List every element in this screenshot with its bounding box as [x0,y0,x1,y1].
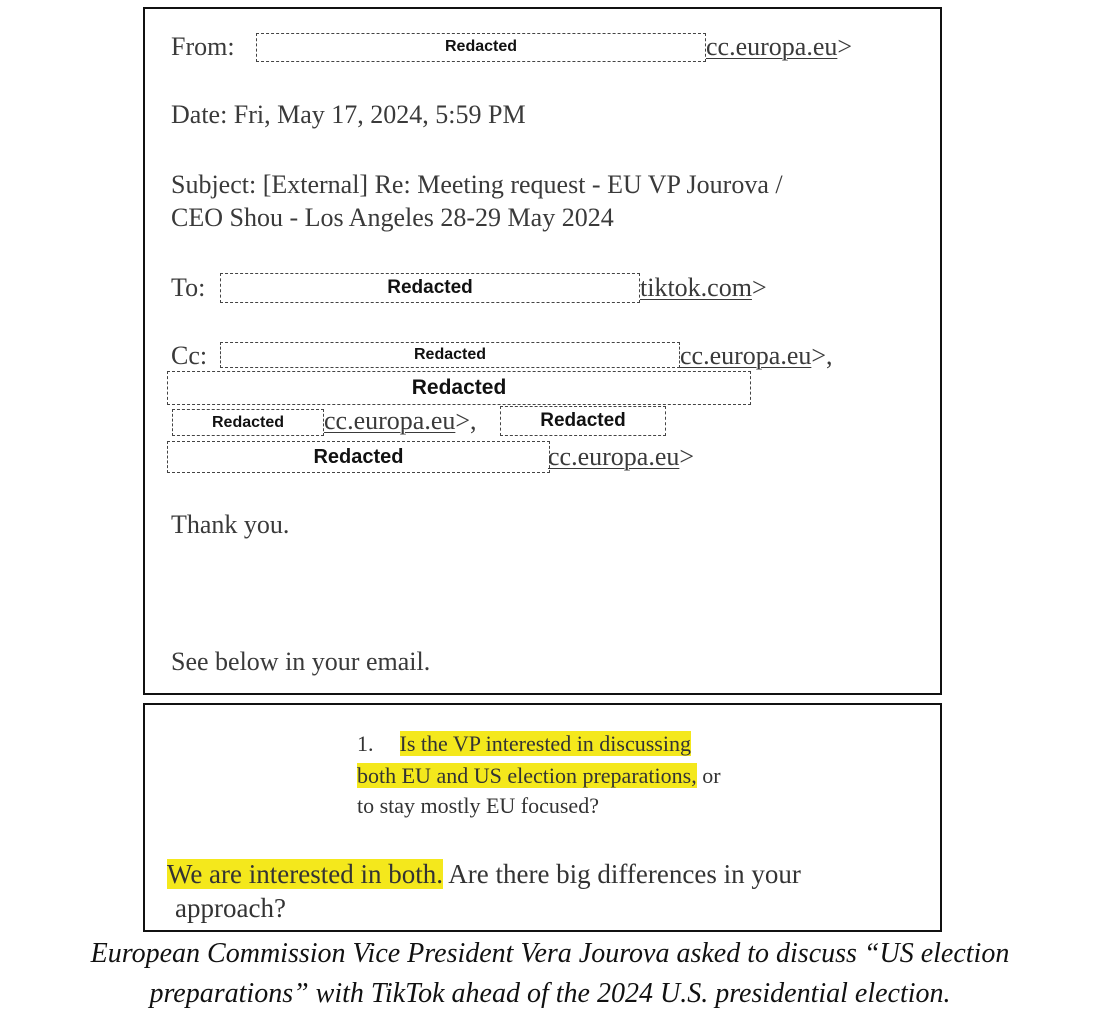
subject-line-1: Subject: [External] Re: Meeting request - EU VP Jourova / [171,170,783,199]
to-address[interactable] [640,272,767,304]
from-suffix: > [837,32,853,61]
cc-redacted-box-4: Redacted [500,406,666,436]
body-thanks: Thank you. [171,510,290,539]
question-highlight-1: Is the VP interested in discussing [399,731,691,756]
caption-line-1: European Commission Vice President Vera Jourova asked to discuss “US election [90,938,1010,969]
subject-line-2: CEO Shou - Los Angeles 28-29 May 2024 [171,203,614,232]
cc-address-1[interactable] [680,340,833,372]
cc-domain-1[interactable]: cc.europa.eu [680,341,812,370]
cc-suffix-5: > [679,442,695,471]
from-label: From: [171,32,235,61]
cc-address-5[interactable] [548,441,694,473]
question-line-3: to stay mostly EU focused? [357,793,599,818]
question-line-1 [357,729,691,759]
to-label: To: [171,273,206,302]
from-redacted-box: Redacted [256,33,706,62]
cc-redacted-box-1: Redacted [220,342,680,368]
cc-address-3[interactable] [324,405,477,437]
cc-redacted-box-3: Redacted [172,409,324,436]
cc-redacted-box-5: Redacted [167,441,550,473]
cc-suffix-1: >, [811,341,833,370]
question-number: 1. [357,731,374,756]
question-highlight-2: both EU and US election preparations, [357,763,697,788]
to-redacted-box: Redacted [220,273,640,303]
caption [0,934,1100,1014]
to-domain[interactable]: tiktok.com [640,273,752,302]
body-see-below: See below in your email. [171,647,431,676]
question-rest-2: or [696,763,721,788]
from-address[interactable] [706,31,852,63]
question-line-2 [357,761,721,791]
cc-domain-5[interactable]: cc.europa.eu [548,442,680,471]
answer-highlight: We are interested in both. [167,859,443,889]
cc-suffix-3: >, [455,406,477,435]
caption-line-2: preparations” with TikTok ahead of the 2024 U.S. presidential election. [149,978,951,1009]
cc-label: Cc: [171,341,208,370]
date-line: Date: Fri, May 17, 2024, 5:59 PM [171,100,526,129]
cc-redacted-box-2: Redacted [167,371,751,405]
answer-rest: Are there big differences in your [442,859,801,889]
reply-box [143,703,942,932]
from-domain[interactable]: cc.europa.eu [706,32,838,61]
email-header-box [143,7,942,695]
to-suffix: > [751,273,767,302]
answer-line-1 [167,857,801,891]
cc-domain-3[interactable]: cc.europa.eu [324,406,456,435]
answer-line-2: approach? [175,893,286,923]
